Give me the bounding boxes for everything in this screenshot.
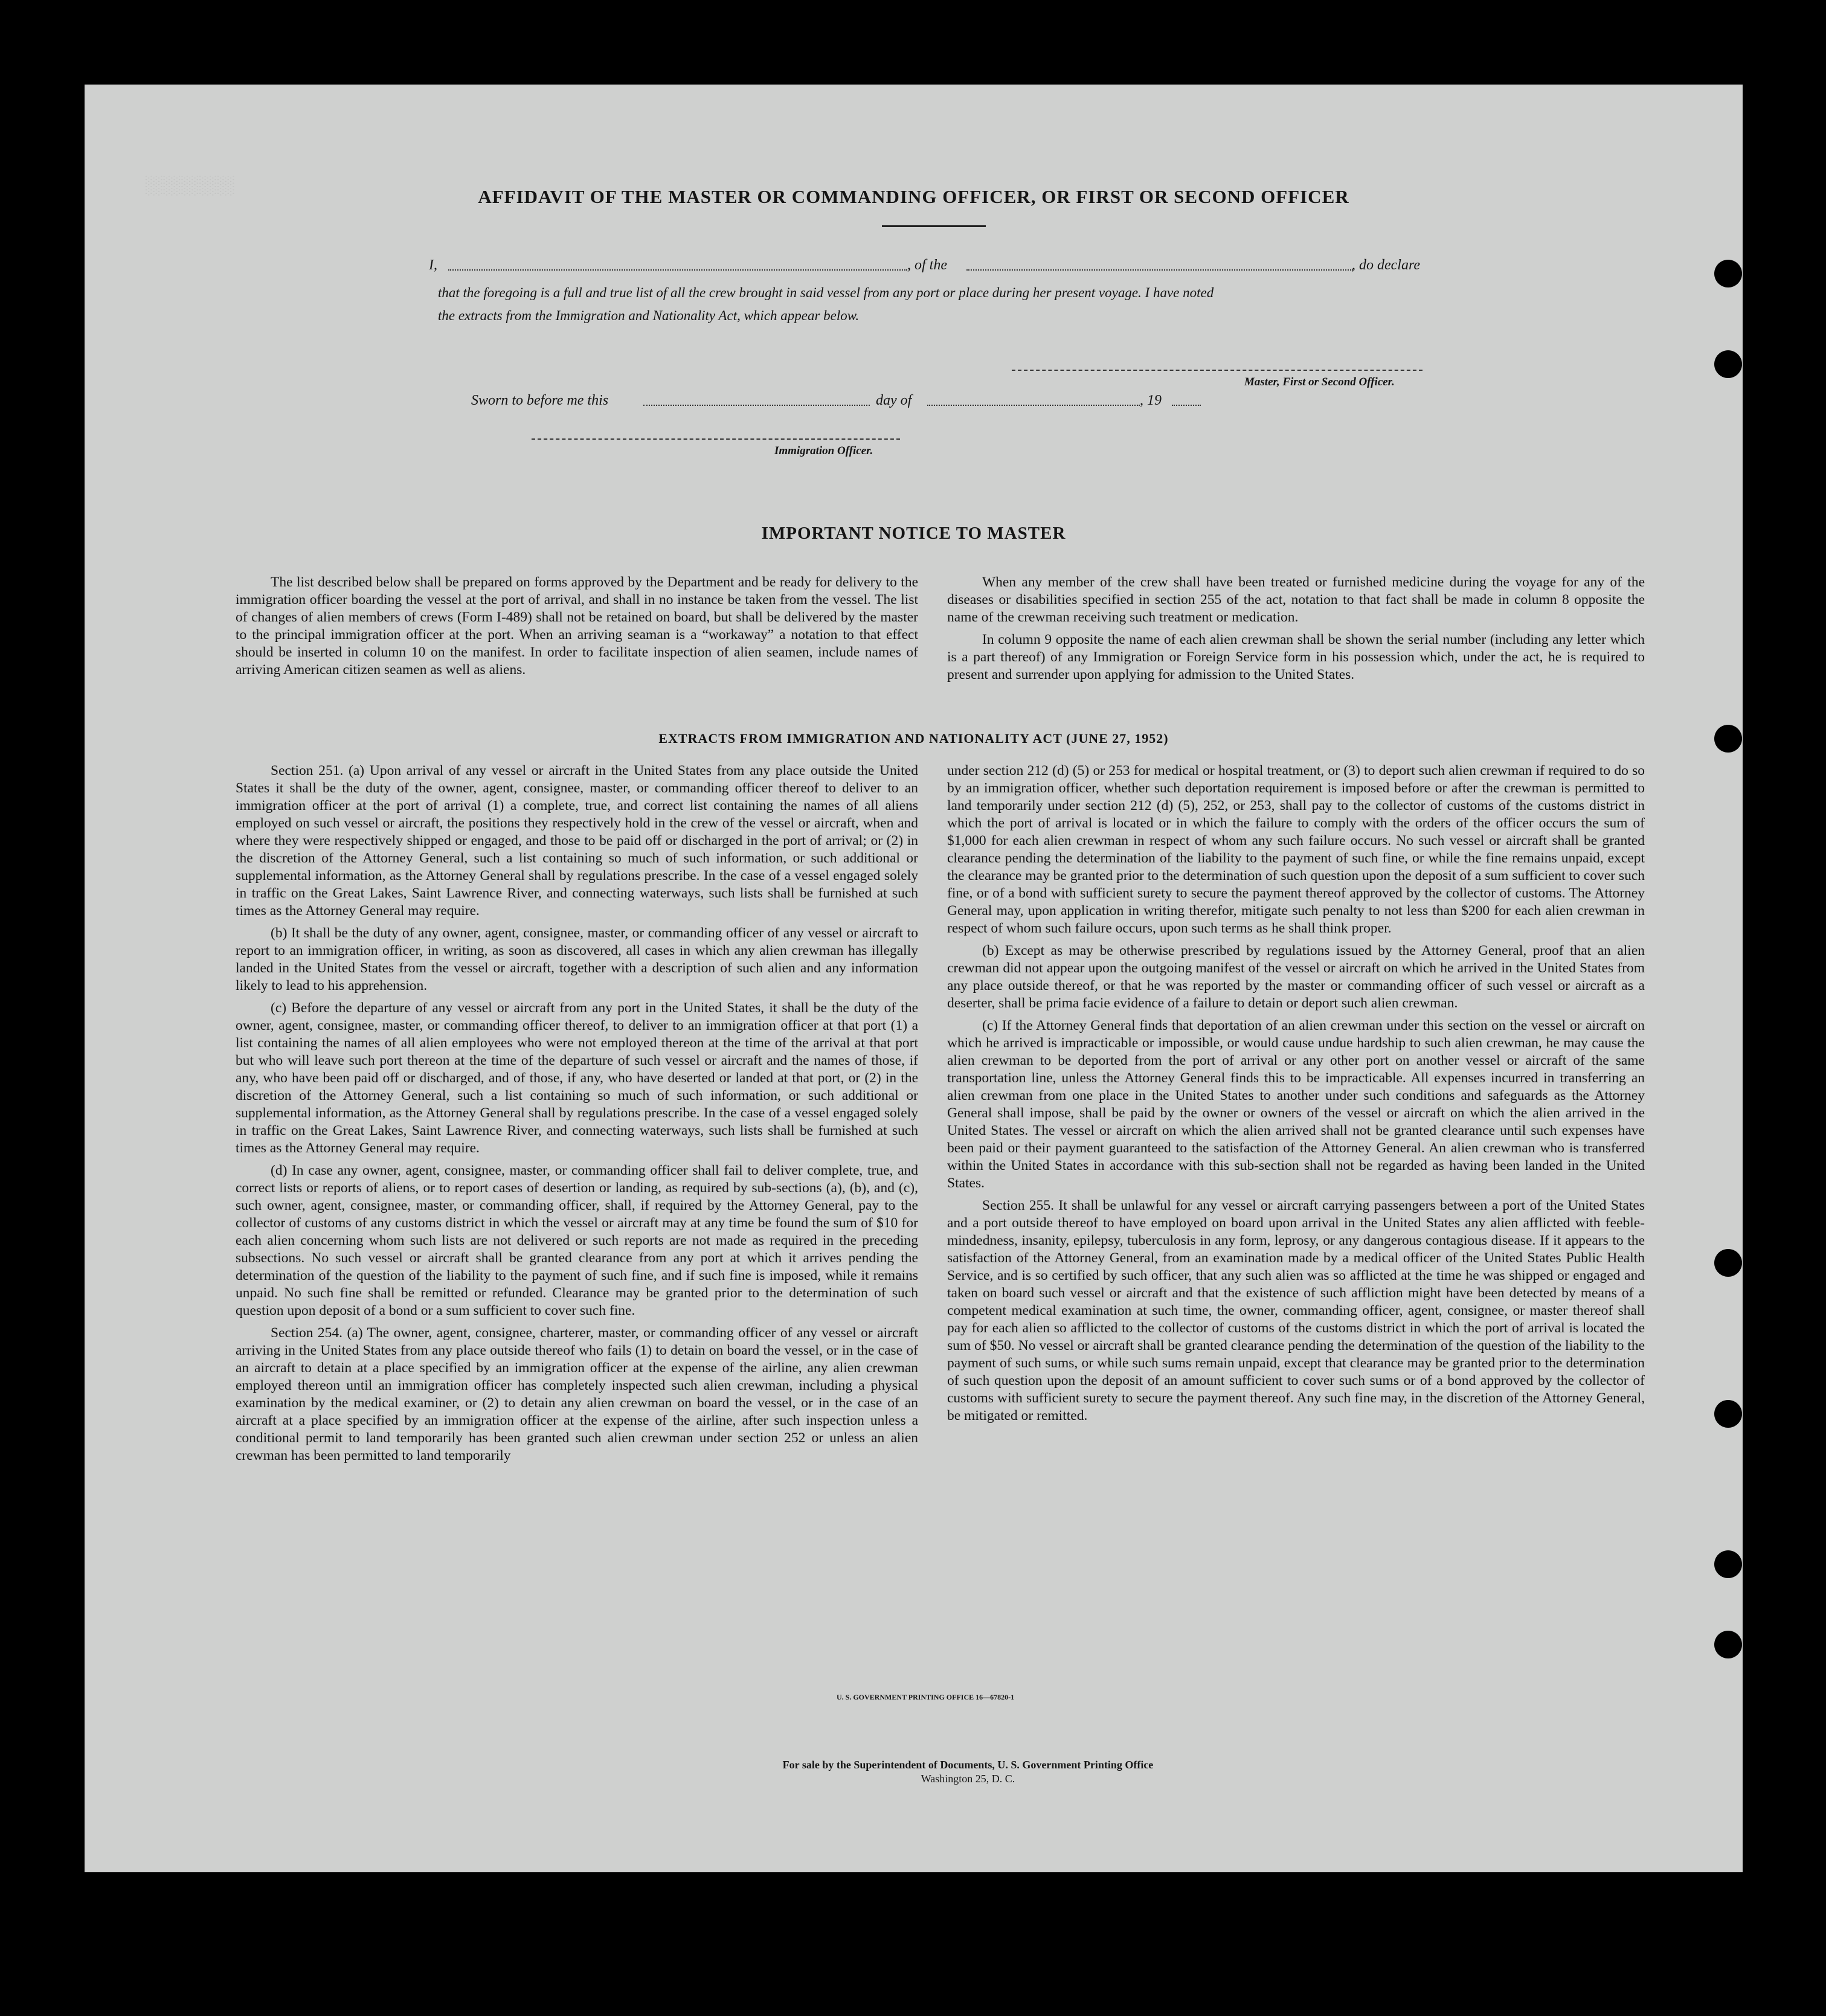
document-page xyxy=(85,85,1743,1872)
extract-paragraph: (b) It shall be the duty of any owner, agent, consignee, master, or commanding officer of any vessel or aircraft to report to an immigration officer, in writing, as soon as discovered, all cases in which any alien crewman has illegally landed in the United States from the vessel or aircraft, together with a description of such alien and any information likely to lead to his apprehension. xyxy=(236,925,918,994)
year-blank xyxy=(1172,405,1201,406)
declaration-line-2: the extracts from the Immigration and Nationality Act, which appear below. xyxy=(438,308,860,323)
extract-paragraph: (c) If the Attorney General finds that deportation of an alien crewman under this section on the vessel or aircraft on which he arrived is impracticable or impossible, or would cause undue hardship to such alien crewman, he may cause the alien crewman to be deported from the port of arrival or any other port on another vessel or aircraft of the same transportation line, unless the Attorney General finds this to be impracticable. All expenses incurred in transferring an alien crewman from one place in the United States to another under such conditions and safeguards as the Attorney General shall impose, shall be paid by the owner or owners of the vessel or aircraft on which the alien arrived in the United States. The vessel or aircraft on which the alien arrived shall not be granted clearance until such expenses have been paid or their payment guaranteed to the satisfaction of the Attorney General. An alien crewman who is transferred within the United States in accordance with this sub-section shall not be regarded as having been landed in the United States. xyxy=(947,1018,1645,1191)
gpo-imprint: U. S. GOVERNMENT PRINTING OFFICE 16—67820-1 xyxy=(837,1693,1015,1701)
master-signature-line xyxy=(1012,370,1423,371)
notice-right-paragraph-1: When any member of the crew shall have been treated or furnished medicine during the voyage for any of the diseases or disabilities specified in section 255 of the act, notation to that fact shall be made in column 8 opposite the name of the crewman receiving such treatment or medication. xyxy=(947,574,1645,625)
declaration-line-1: that the foregoing is a full and true list of all the crew brought in said vessel from any port or place during her present voyage. I have noted xyxy=(438,285,1214,300)
sworn-day-blank xyxy=(643,405,870,406)
month-blank xyxy=(927,405,1140,406)
binder-hole xyxy=(1714,725,1742,753)
notice-title: IMPORTANT NOTICE TO MASTER xyxy=(761,524,1066,543)
sale-line-1: For sale by the Superintendent of Documents, U. S. Government Printing Office xyxy=(782,1759,1154,1771)
affidavit-i-label: I, xyxy=(429,257,437,273)
binder-hole xyxy=(1714,350,1742,378)
extract-paragraph: Section 254. (a) The owner, agent, consignee, charterer, master, or commanding officer of any vessel or aircraft arriving in the United States from any place outside thereof who fails (1) to detain on board the vessel, or in the case of an aircraft to detain at a place specified by an immigration officer at the expense of the airline, any alien crewman employed thereon until an immigration officer has completely inspected such alien crewman, including a physical examination by the medical examiner, or (2) to detain any alien crewman on board the vessel, or in the case of an aircraft at a place specified by an immigration officer at the expense of the airline, after such inspection unless a conditional permit to land temporarily has been granted such alien crewman under section 252 or unless an alien crewman has been permitted to land temporarily xyxy=(236,1325,918,1463)
notice-left-column xyxy=(236,574,918,684)
binder-hole xyxy=(1714,1400,1742,1428)
sale-line-2: Washington 25, D. C. xyxy=(921,1773,1015,1785)
day-of-label: day of xyxy=(876,393,912,408)
notice-right-column xyxy=(947,574,1645,689)
extracts-left-column xyxy=(236,762,918,1469)
binder-hole xyxy=(1714,260,1742,287)
vessel-blank xyxy=(966,269,1353,271)
extract-paragraph: under section 212 (d) (5) or 253 for medical or hospital treatment, or (3) to deport such alien crewman if required to do so by an immigration officer, whether such deportation requirement is imposed before or after the crewman is permitted to land temporarily under section 212 (d) (5), 252, or 253, shall pay to the collector of customs of the customs district in which the port of arrival is located or in which the failure to comply with the orders of the officer occurs the sum of $1,000 for each alien crewman in respect of whom any such failure occurs. No such vessel or aircraft shall be granted clearance pending the determination of the liability to the payment of such fine, or while the fine remains unpaid, except the clearance may be granted prior to the determination of such question upon the deposit of a sum sufficient to cover such fine, or of a bond with sufficient surety to secure the payment thereof approved by the collector of customs. The Attorney General may, upon application in writing therefor, mitigate such penalty to not less than $200 for each alien crewman in respect of whom such failure occurs, upon such terms as he shall think proper. xyxy=(947,763,1645,936)
year-label: , 19 xyxy=(1140,393,1162,408)
officer-signature-line xyxy=(532,438,900,440)
binder-hole xyxy=(1714,1249,1742,1277)
master-caption: Master, First or Second Officer. xyxy=(1244,376,1395,388)
sworn-label: Sworn to before me this xyxy=(471,393,609,408)
binder-hole xyxy=(1714,1631,1742,1658)
extract-paragraph: Section 251. (a) Upon arrival of any vessel or aircraft in the United States from any place outside the United States it shall be the duty of the owner, agent, consignee, master, or commanding officer thereof to deliver to an immigration officer at the port of arrival (1) a complete, true, and correct list containing the names of all aliens employed on such vessel or aircraft, the positions they respectively hold in the crew of the vessel or aircraft, when and where they were respectively shipped or engaged, and those to be paid off or discharged in the port of arrival; or (2) in the discretion of the Attorney General, such a list containing so much of such information, or such additional or supplemental information, as the Attorney General shall by regulations prescribe. In the case of a vessel engaged solely in traffic on the Great Lakes, Saint Lawrence River, and connecting waterways, such lists shall be furnished at such times as the Attorney General may require. xyxy=(236,763,918,919)
extracts-right-column xyxy=(947,762,1645,1430)
affidavit-title: AFFIDAVIT OF THE MASTER OR COMMANDING OFFICER, OR FIRST OR SECOND OFFICER xyxy=(478,186,1349,207)
notice-left-paragraph: The list described below shall be prepared on forms approved by the Department and be ready for delivery to the immigration officer boarding the vessel at the port of arrival, and shall in no instance be taken from the vessel. The list of changes of alien members of crews (Form I-489) shall not be retained on board, but shall be delivered by the master to the principal immigration officer at the port. When an arriving seaman is a “workaway” a notation to that effect should be inserted in column 10 on the manifest. In order to facilitate inspection of alien seamen, include names of arriving American citizen seamen as well as aliens. xyxy=(236,574,918,678)
immigration-officer-caption: Immigration Officer. xyxy=(774,445,873,457)
bleed-through-text: ░░░░░ xyxy=(144,175,234,195)
affidavit-of-the-label: , of the xyxy=(907,257,947,273)
binder-hole xyxy=(1714,1550,1742,1578)
notice-right-paragraph-2: In column 9 opposite the name of each alien crewman shall be shown the serial number (including any letter which is a part thereof) of any Immigration or Foreign Service form in his possession which, under the act, he is required to present and surrender upon applying for admission to the United States. xyxy=(947,632,1645,682)
extract-paragraph: (c) Before the departure of any vessel or aircraft from any port in the United States, it shall be the duty of the owner, agent, consignee, master, or commanding officer thereof, to deliver to an immigration officer at that port (1) a list containing the names of all alien employees who were not employed thereon at the time of the arrival at that port but who will leave such port thereon at the time of the departure of such vessel or aircraft and the names of those, if any, who have been paid off or discharged, and of those, if any, who have deserted or landed at that port, or (2) in the discretion of the Attorney General, such a list containing so much of such information, or such additional or supplemental information, as the Attorney General shall by regulations prescribe. In the case of a vessel engaged solely in traffic on the Great Lakes, Saint Lawrence River, and connecting waterways, such lists shall be furnished at such times as the Attorney General may require. xyxy=(236,1000,918,1156)
extract-paragraph: (b) Except as may be otherwise prescribed by regulations issued by the Attorney General, proof that an alien crewman did not appear upon the outgoing manifest of the vessel or aircraft on which he arrived in the United States from any place outside thereof, or that he was reported by the master or commanding officer of such vessel or aircraft as a deserter, shall be prima facie evidence of a failure to detain or deport such alien crewman. xyxy=(947,943,1645,1011)
extract-paragraph: (d) In case any owner, agent, consignee, master, or commanding officer shall fail to deliver complete, true, and correct lists or reports of aliens, or to report cases of desertion or landing, as required by sub-sections (a), (b), and (c), such owner, agent, consignee, master, or commanding officer, shall, if required by the Attorney General, pay to the collector of customs of any customs district in which the vessel or aircraft may at any time be found the sum of $10 for each alien concerning whom such lists are not delivered or such reports are not made as required in the preceding subsections. No such vessel or aircraft shall be granted clearance from any port at which it arrives pending the determination of the question of the liability to the payment of such fine, and if such fine is imposed, while it remains unpaid. No such fine shall be remitted or refunded. Clearance may be granted prior to the determination of such question upon deposit of a bond or a sum sufficient to cover such fine. xyxy=(236,1163,918,1318)
name-blank xyxy=(448,269,907,271)
title-underline xyxy=(882,225,986,227)
extracts-title: EXTRACTS FROM IMMIGRATION AND NATIONALITY ACT (JUNE 27, 1952) xyxy=(658,731,1169,746)
affidavit-do-declare-label: , do declare xyxy=(1352,257,1421,273)
extract-paragraph: Section 255. It shall be unlawful for any vessel or aircraft carrying passengers between a port of the United States and a port outside thereof to have employed on board upon arrival in the United States any alien afflicted with feeble-mindedness, insanity, epilepsy, tuberculosis in any form, leprosy, or any dangerous contagious disease. If it appears to the satisfaction of the Attorney General, from an examination made by a medical officer of the United States Public Health Service, and is so certified by such officer, that any such alien was so afflicted at the time he was shipped or engaged and taken on board such vessel or aircraft and that the existence of such affliction might have been detected by means of a competent medical examination at such time, the owner, commanding officer, agent, consignee, or master thereof shall pay for each alien so afflicted to the collector of customs of the customs district in which the port of arrival is located the sum of $50. No vessel or aircraft shall be granted clearance pending the determination of the question of the liability to the payment of such sums, or while such sums remain unpaid, except that clearance may be granted prior to the determination of such question upon the deposit of an amount sufficient to cover such sums or of a bond approved by the collector of customs with sufficient surety to secure the payment thereof. Any such fine may, in the discretion of the Attorney General, be mitigated or remitted. xyxy=(947,1198,1645,1424)
